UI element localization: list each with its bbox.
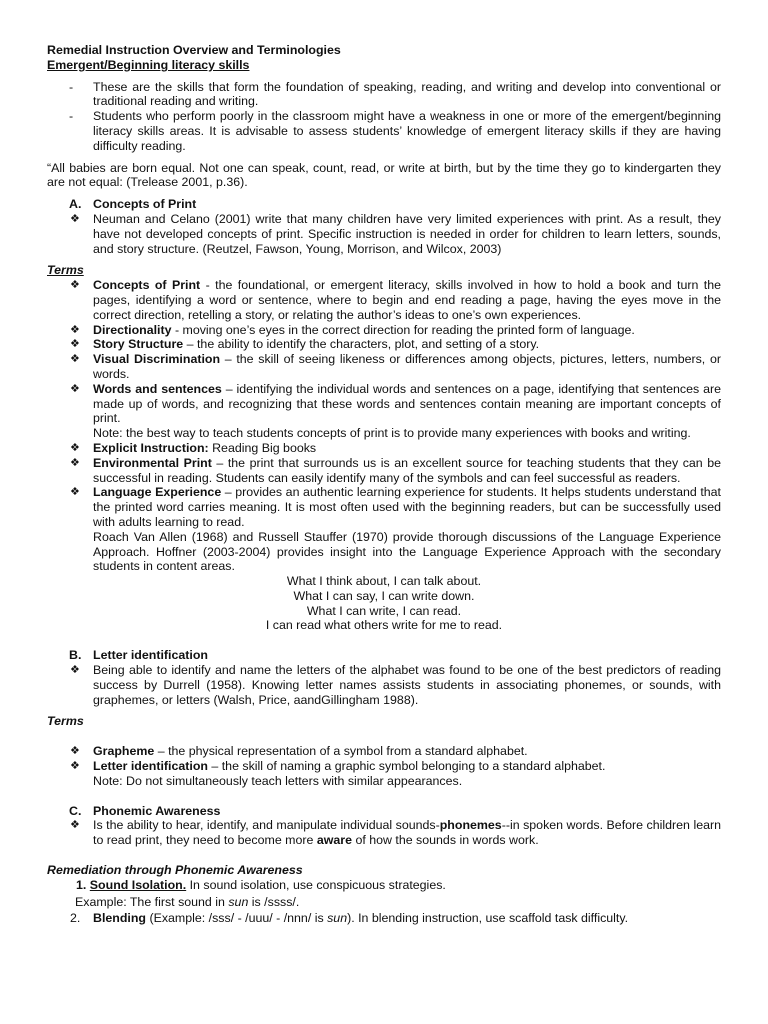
term-body (93, 382, 721, 441)
intro-item (47, 80, 721, 110)
term-body (93, 456, 721, 486)
term-body (93, 337, 721, 352)
diamond-bullet-icon: ❖ (70, 212, 80, 225)
remediation-heading: Remediation through Phonemic Awareness (47, 863, 303, 878)
term-definition: - the foundational, or emergent literacy, skills involved in how to hold a book and turn the pages, identifying a word or sentence, where to begin and end reading a page, having the eyes move in the correct direction, retelling a story, or relating the author’s ideas to one’s own experiences. (93, 278, 721, 322)
bullet-item (47, 212, 721, 256)
section-b-text: Being able to identify and name the letters of the alphabet was found to be one of the best predictors of reading success by Durrell (1958). Knowing letter names assists students in associating phonemes, or sounds, with graphemes, or letters (Walsh, Price, aandGillingham 1988). (93, 663, 721, 707)
term-item (47, 382, 721, 441)
term-definition: – the ability to identify the characters, plot, and setting of a story. (183, 337, 540, 352)
intro-text: Students who perform poorly in the classroom might have a weakness in one or more of the emergent/beginning literacy skills areas. It is advisable to assess students’ knowledge of emergent literacy skills if they are having difficulty reading. (93, 109, 721, 153)
term-name: Words and sentences (93, 381, 222, 396)
term-definition: - moving one’s eyes in the correct direction for reading the printed form of language. (171, 322, 635, 337)
term-name: Environmental Print (93, 455, 212, 470)
term-name: Visual Discrimination (93, 352, 221, 367)
section-title: Letter identification (93, 648, 208, 663)
term-item (47, 337, 721, 352)
diamond-bullet-icon: ❖ (70, 760, 80, 773)
document-page (47, 43, 721, 926)
dash-marker: - (69, 109, 74, 124)
diamond-bullet-icon: ❖ (70, 441, 80, 454)
terms-a-list (47, 278, 721, 574)
term-item (47, 744, 721, 759)
terms-heading: Terms (47, 263, 84, 278)
diamond-bullet-icon: ❖ (70, 664, 80, 677)
term-name: Grapheme (93, 744, 155, 759)
poem-line: I can read what others write for me to read. (265, 618, 503, 633)
term-item (47, 441, 721, 456)
section-c-text (93, 818, 721, 848)
item-number: 1. (76, 877, 87, 892)
poem (47, 574, 721, 633)
text-run: Is the ability to hear, identify, and manipulate individual sounds- (93, 818, 440, 833)
poem-line: What I think about, I can talk about. (286, 574, 482, 589)
section-a-heading (47, 197, 721, 212)
section-letter: B. (69, 648, 82, 663)
term-name: Directionality (93, 322, 172, 337)
poem-line: What I can write, I can read. (306, 603, 462, 618)
section-a-text: Neuman and Celano (2001) write that many children have very limited experiences with print. As a result, they have not developed concepts of print. Specific instruction is needed in order for children to learn letters, sounds, and story structure. (Reutzel, Fawson, Young, Morrison, and Wilcox, 2003) (93, 211, 721, 256)
item-number: 2. (70, 911, 81, 926)
term-name: Language Experience (93, 485, 222, 500)
section-title: Phonemic Awareness (93, 803, 221, 818)
bold-term: aware (316, 833, 352, 848)
section-b-heading (47, 648, 721, 663)
document-title: Remedial Instruction Overview and Terminologies (47, 43, 341, 57)
diamond-bullet-icon: ❖ (70, 353, 80, 366)
term-definition: – the print that surrounds us is an excellent source for teaching students that they can be successful in reading. Students can easily identify many of the symbols and can feel successful as readers. (93, 455, 721, 485)
diamond-bullet-icon: ❖ (70, 745, 80, 758)
diamond-bullet-icon: ❖ (70, 279, 80, 292)
term-body (93, 759, 721, 789)
document-subtitle: Emergent/Beginning literacy skills (47, 57, 250, 72)
term-definition: – the physical representation of a symbol from a standard alphabet. (154, 744, 528, 759)
term-body (93, 744, 721, 759)
diamond-bullet-icon: ❖ (70, 382, 80, 395)
diamond-bullet-icon: ❖ (70, 323, 80, 336)
term-item (47, 759, 721, 789)
dash-marker: - (69, 79, 74, 94)
remediation-example (47, 895, 721, 910)
terms-heading: Terms (47, 714, 84, 729)
intro-text: These are the skills that form the foundation of speaking, reading, and writing and develop into conventional or traditional reading and writing. (93, 79, 721, 109)
term-definition: – the skill of seeing likeness or differences among objects, pictures, letters, numbers, or words. (93, 352, 721, 381)
diamond-bullet-icon: ❖ (70, 338, 80, 351)
item-term: Blending (93, 911, 146, 926)
diamond-bullet-icon: ❖ (70, 819, 80, 832)
item-text: In sound isolation, use conspicuous strategies. (186, 877, 446, 892)
term-definition: Reading Big books (208, 440, 317, 455)
term-note: Note: Do not simultaneously teach letters with similar appearances. (93, 773, 463, 788)
bold-term: phonemes (439, 818, 502, 833)
text-run: ). In blending instruction, use scaffold task difficulty. (347, 911, 629, 926)
term-name: Letter identification (93, 759, 208, 774)
term-body (93, 278, 721, 322)
poem-line: What I can say, I can write down. (293, 588, 475, 603)
term-body (93, 485, 721, 574)
term-item (47, 323, 721, 338)
bullet-item (47, 818, 721, 848)
term-item (47, 278, 721, 322)
section-c-heading (47, 804, 721, 819)
section-letter: C. (69, 803, 82, 818)
term-body (93, 352, 721, 382)
remediation-item-2 (47, 911, 721, 926)
intro-item (47, 109, 721, 153)
text-run: Example: The first sound in (75, 894, 229, 909)
diamond-bullet-icon: ❖ (70, 486, 80, 499)
text-run: is /ssss/. (248, 894, 300, 909)
term-item (47, 352, 721, 382)
term-note: Note: the best way to teach students concepts of print is to provide many experiences with books and writing. (93, 426, 691, 441)
italic-word: sun (228, 894, 249, 909)
term-definition: – the skill of naming a graphic symbol belonging to a standard alphabet. (207, 759, 606, 774)
item-term: Sound Isolation. (89, 877, 187, 892)
term-name: Explicit Instruction: (93, 440, 209, 455)
terms-b-list (47, 744, 721, 788)
term-definition: – identifying the individual words and sentences on a page, identifying that sentences are made up of words, and recognizing that these words and sentences contain meaning are important concepts of print. (93, 381, 721, 426)
section-title: Concepts of Print (93, 197, 197, 212)
term-name: Concepts of Print (93, 278, 201, 293)
quote-paragraph: “All babies are born equal. Not one can speak, count, read, or write at birth, but by the time they go to kindergarten they are not equal: (Trelease 2001, p.36). (47, 160, 721, 190)
remediation-item-1 (47, 878, 721, 893)
term-definition: – provides an authentic learning experience for students. It helps students understand that the printed word carries meaning. It is most often used with the beginning readers, but can be successfully used with adults learning to read. (93, 485, 721, 529)
term-name: Story Structure (93, 337, 184, 352)
term-body (93, 441, 721, 456)
text-run: of how the sounds in words work. (352, 833, 539, 848)
text-run: (Example: /sss/ - /uuu/ - /nnn/ is (146, 911, 328, 926)
term-note: Roach Van Allen (1968) and Russell Stauffer (1970) provide thorough discussions of the Language Experience Approach. Hoffner (2003-2004) provides insight into the Language Experience Approach with the secondary students in content areas. (93, 529, 721, 574)
section-letter: A. (69, 197, 82, 212)
term-body (93, 323, 721, 338)
term-item (47, 485, 721, 574)
bullet-item (47, 663, 721, 707)
italic-word: sun (327, 911, 348, 926)
text-run: --in spoken words. Before children learn to read print, they need to become more (93, 818, 721, 848)
diamond-bullet-icon: ❖ (70, 456, 80, 469)
term-item (47, 456, 721, 486)
